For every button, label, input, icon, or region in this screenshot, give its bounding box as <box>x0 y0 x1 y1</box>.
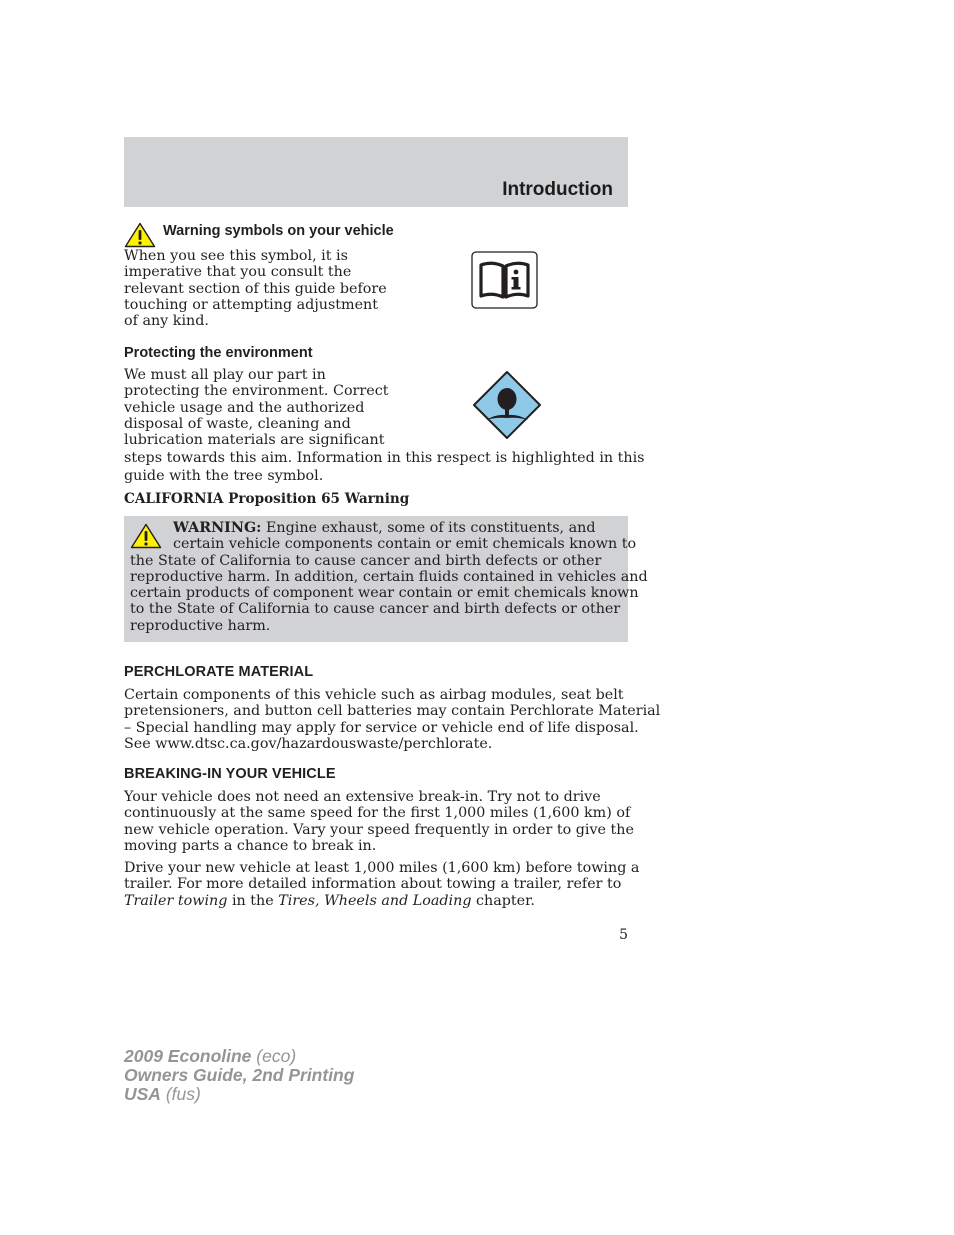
chapter-title: Introduction <box>502 179 613 200</box>
prop65-warning-box <box>124 516 648 642</box>
footer-market: USA <box>124 1084 161 1104</box>
text-line: certain vehicle components contain or emit chemicals known to <box>173 536 637 553</box>
environment-text <box>124 367 645 484</box>
text-fragment: in the <box>227 892 279 909</box>
text-line: See www.dtsc.ca.gov/hazardouswaste/perchlorate. <box>124 735 493 752</box>
text-line: disposal of waste, cleaning and <box>124 415 351 432</box>
text-line: Drive your new vehicle at least 1,000 miles (1,600 km) before towing a <box>124 860 640 876</box>
text-line: trailer. For more detailed information about towing a trailer, refer to <box>124 876 622 893</box>
text-line: vehicle usage and the authorized <box>124 399 365 416</box>
tree-symbol-icon <box>472 370 542 440</box>
text-line: reproductive harm. <box>130 617 271 634</box>
perchlorate-heading: PERCHLORATE MATERIAL <box>124 664 314 680</box>
text-line: the State of California to cause cancer and birth defects or other <box>130 552 602 569</box>
page-number: 5 <box>619 927 628 943</box>
owner-guide-book-icon <box>471 251 538 309</box>
perchlorate-text <box>124 687 660 752</box>
text-line: new vehicle operation. Vary your speed frequently in order to give the <box>124 821 634 838</box>
text-line: – Special handling may apply for service or vehicle end of life disposal. <box>124 719 639 736</box>
text-fragment: chapter. <box>471 892 535 909</box>
document-footer <box>124 1047 354 1104</box>
footer-model: 2009 Econoline <box>124 1046 252 1066</box>
text-line: touching or attempting adjustment <box>124 296 379 313</box>
text-line: guide with the tree symbol. <box>124 467 324 484</box>
footer-model-code: (eco) <box>251 1046 297 1066</box>
text-line: Certain components of this vehicle such as airbag modules, seat belt <box>124 687 624 703</box>
text-line <box>124 893 639 909</box>
text-line: relevant section of this guide before <box>124 280 387 297</box>
text-line: to the State of California to cause cancer and birth defects or other <box>130 601 621 618</box>
text-line: moving parts a chance to break in. <box>124 837 377 854</box>
text-line: of any kind. <box>124 313 209 330</box>
text-line: steps towards this aim. Information in this respect is highlighted in this <box>124 449 645 466</box>
warning-symbols-heading: Warning symbols on your vehicle <box>163 223 394 239</box>
breakin-paragraph-1 <box>124 789 634 854</box>
breakin-paragraph-2 <box>124 860 639 909</box>
text-line: When you see this symbol, it is <box>124 248 348 264</box>
text-line: lubrication materials are significant <box>124 432 385 449</box>
text-line: imperative that you consult the <box>124 264 352 281</box>
environment-heading: Protecting the environment <box>124 345 313 361</box>
trailer-towing-reference: Trailer towing <box>124 892 228 909</box>
text-line: pretensioners, and button cell batteries may contain Perchlorate Material <box>124 703 661 720</box>
warning-symbols-text <box>124 248 387 329</box>
text-line: Your vehicle does not need an extensive break-in. Try not to drive <box>124 789 601 805</box>
text-line: We must all play our part in <box>124 367 326 383</box>
warning-triangle-icon <box>124 222 156 248</box>
text-line: reproductive harm. In addition, certain fluids contained in vehicles and <box>130 568 648 585</box>
california-heading: CALIFORNIA Proposition 65 Warning <box>124 491 410 507</box>
text-line: certain products of component wear contain or emit chemicals known <box>130 585 639 602</box>
chapter-reference: Tires, Wheels and Loading <box>278 892 472 909</box>
text-line: continuously at the same speed for the first 1,000 miles (1,600 km) of <box>124 805 631 822</box>
chapter-header-band <box>124 137 628 207</box>
text-line: Engine exhaust, some of its constituents, and <box>265 520 596 536</box>
text-line: protecting the environment. Correct <box>124 383 389 400</box>
prop65-warning-text <box>130 520 648 634</box>
breakin-heading: BREAKING-IN YOUR VEHICLE <box>124 766 336 782</box>
footer-market-code: (fus) <box>160 1084 201 1104</box>
footer-guide: Owners Guide, 2nd Printing <box>124 1065 355 1085</box>
warning-label: WARNING: <box>173 520 262 536</box>
